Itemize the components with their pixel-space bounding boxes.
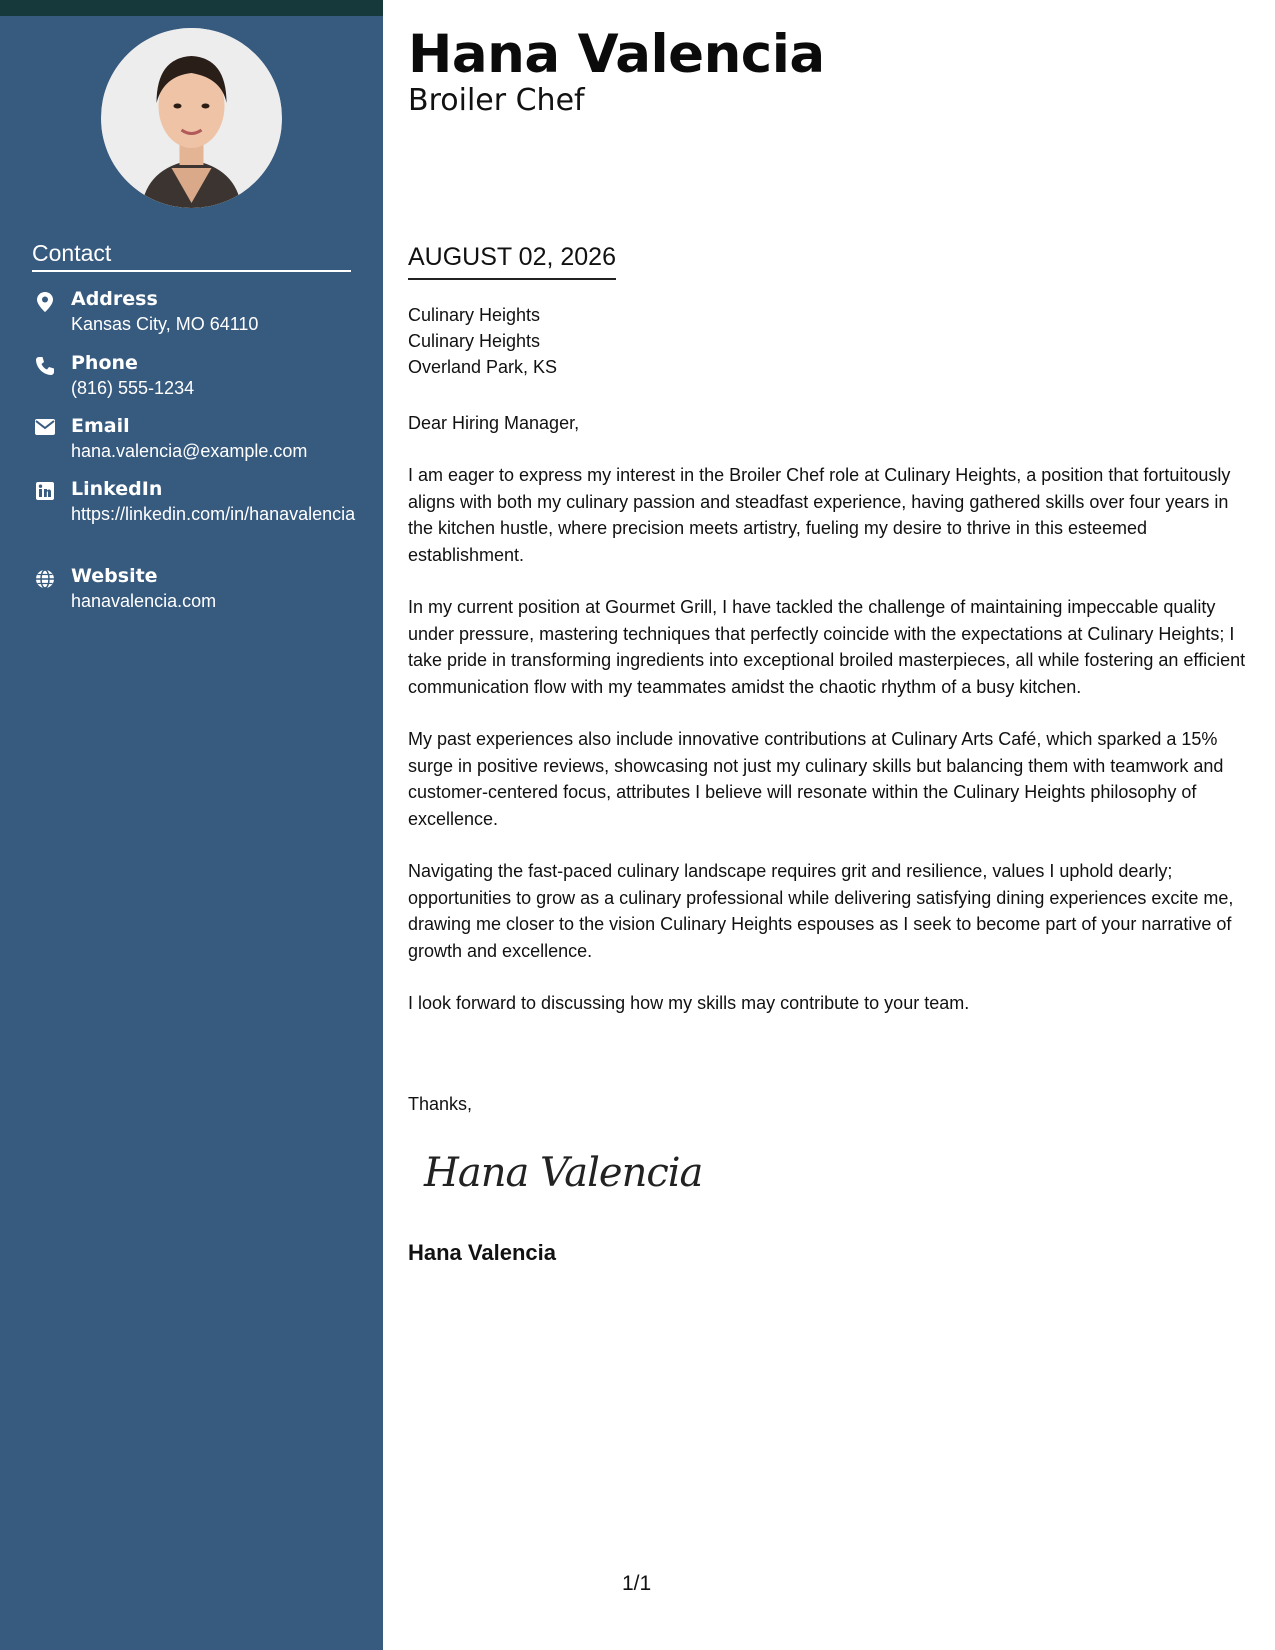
contact-email-label: Email bbox=[71, 415, 130, 437]
recipient-block bbox=[408, 302, 557, 380]
body-paragraph: Navigating the fast-paced culinary landscape requires grit and resilience, values I uphold dearly; opportunities to grow as a culinary professional while delivering satisfying dining experiences excite me, drawing me closer to the vision Culinary Heights espouses as I seek to become part of your narrative of growth and excellence. bbox=[408, 861, 1234, 961]
map-pin-icon bbox=[32, 292, 58, 314]
contact-address-label: Address bbox=[71, 288, 158, 310]
applicant-name: Hana Valencia bbox=[408, 24, 825, 85]
contact-phone-label: Phone bbox=[71, 352, 138, 374]
contact-address-value: Kansas City, MO 64110 bbox=[71, 314, 259, 334]
avatar bbox=[101, 28, 282, 208]
contact-email-value[interactable]: hana.valencia@example.com bbox=[71, 441, 308, 461]
body-paragraph: In my current position at Gourmet Grill, I have tackled the challenge of maintaining impeccable quality under pressure, mastering techniques that perfectly coincide with the expectations at Culinary Heights; I take pride in transforming ingredients into exceptional broiled masterpieces, all while fostering an efficient communication flow with my teammates amidst the chaotic rhythm of a busy kitchen. bbox=[408, 597, 1246, 697]
signer-name: Hana Valencia bbox=[408, 1240, 556, 1265]
applicant-role: Broiler Chef bbox=[408, 83, 585, 118]
sidebar bbox=[0, 0, 383, 1650]
recipient-line: Culinary Heights bbox=[408, 305, 541, 325]
closing: Thanks, bbox=[408, 1094, 473, 1114]
contact-website-value[interactable]: hanavalencia.com bbox=[71, 591, 217, 611]
envelope-icon bbox=[32, 419, 58, 441]
contact-phone-value: (816) 555-1234 bbox=[71, 378, 195, 398]
salutation: Dear Hiring Manager, bbox=[408, 413, 580, 433]
recipient-line: Overland Park, KS bbox=[408, 357, 558, 377]
letter-body bbox=[408, 462, 1248, 1043]
phone-icon bbox=[32, 356, 58, 378]
linkedin-icon bbox=[32, 482, 58, 504]
body-paragraph: I look forward to discussing how my skills may contribute to your team. bbox=[408, 993, 970, 1013]
recipient-line: Culinary Heights bbox=[408, 331, 541, 351]
contact-linkedin-value[interactable]: https://linkedin.com/in/hanavalencia bbox=[71, 504, 356, 524]
sidebar-top-bar bbox=[0, 0, 383, 16]
avatar-photo bbox=[101, 28, 282, 208]
body-paragraph: My past experiences also include innovative contributions at Culinary Arts Café, which sparked a 15% surge in positive reviews, showcasing not just my culinary skills but balancing them with teamwork and customer-centered focus, attributes I believe will resonate within the Culinary Heights philosophy of excellence. bbox=[408, 729, 1224, 829]
contact-website-label: Website bbox=[71, 565, 158, 587]
contact-heading: Contact bbox=[32, 240, 351, 272]
page-number: 1/1 bbox=[622, 1572, 652, 1595]
body-paragraph: I am eager to express my interest in the Broiler Chef role at Culinary Heights, a position that fortuitously aligns with both my culinary passion and steadfast experience, having gathered skills over four years in the kitchen hustle, where precision meets artistry, fueling my desire to thrive in this esteemed establishment. bbox=[408, 465, 1231, 565]
handwritten-signature: Hana Valencia bbox=[424, 1150, 703, 1196]
contact-linkedin-label: LinkedIn bbox=[71, 478, 163, 500]
globe-icon bbox=[32, 569, 58, 591]
letter-date: AUGUST 02, 2026 bbox=[408, 243, 616, 280]
